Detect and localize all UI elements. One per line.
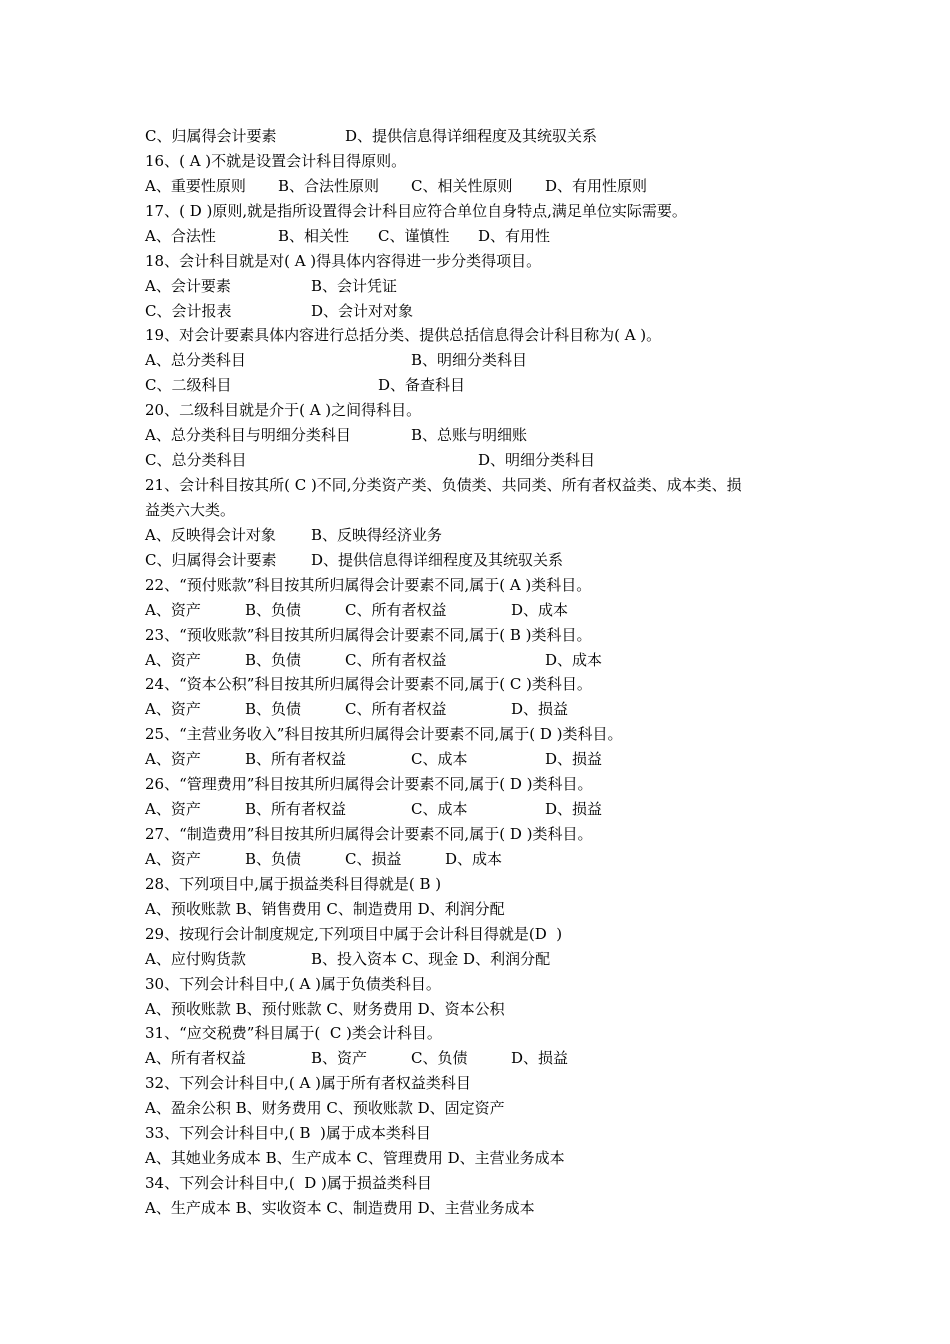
answer-option: A、总分类科目: [145, 351, 246, 370]
answer-option: B、会计凭证: [311, 276, 398, 295]
line-text: 19、对会计要素具体内容进行总括分类、提供总括信息得会计科目称为( A )。: [145, 326, 662, 345]
line-text: 30、下列会计科目中,( A )属于负债类科目。: [145, 974, 441, 993]
answer-option: D、提供信息得详细程度及其统驭关系: [311, 550, 564, 569]
answer-option: A、总分类科目与明细分类科目: [145, 426, 351, 445]
answer-option: B、相关性: [278, 226, 350, 245]
line-text: 31、“应交税费”科目属于( C )类会计科目。: [145, 1024, 442, 1043]
answer-option: D、有用性原则: [545, 176, 648, 195]
answer-option: C、二级科目: [145, 376, 232, 395]
answer-option: A、重要性原则: [145, 176, 246, 195]
line-text: 20、二级科目就是介于( A )之间得科目。: [145, 401, 422, 420]
line-text: 21、会计科目按其所( C )不同,分类资产类、负债类、共同类、所有者权益类、成本类、损: [145, 476, 742, 495]
answer-option: B、负债: [245, 700, 302, 719]
answer-option: D、成本: [445, 849, 503, 868]
answer-option: A、应付购货款: [145, 949, 246, 968]
answer-option: C、归属得会计要素: [145, 127, 277, 145]
answer-option: A、会计要素: [145, 276, 231, 295]
answer-option: C、相关性原则: [411, 176, 513, 195]
line-text: 22、“预付账款”科目按其所归属得会计要素不同,属于( A )类科目。: [145, 575, 592, 594]
answer-option: B、所有者权益: [245, 800, 347, 819]
line-text: 26、“管理费用”科目按其所归属得会计要素不同,属于( D )类科目。: [145, 775, 593, 794]
line-text: A、盈余公积 B、财务费用 C、预收账款 D、固定资产: [145, 1099, 505, 1118]
answer-option: B、负债: [245, 650, 302, 669]
line-text: 16、( A )不就是设置会计科目得原则。: [145, 151, 407, 170]
line-text: 17、( D )原则,就是指所设置得会计科目应符合单位自身特点,满足单位实际需要。: [145, 201, 687, 220]
answer-option: C、损益: [345, 849, 402, 868]
answer-option: D、损益: [511, 700, 569, 719]
line-text: 28、下列项目中,属于损益类科目得就是( B ): [145, 874, 442, 893]
answer-option: A、资产: [145, 650, 201, 669]
answer-option: B、资产: [311, 1049, 368, 1068]
line-text: 25、“主营业务收入”科目按其所归属得会计要素不同,属于( D )类科目。: [145, 725, 623, 744]
answer-option: A、资产: [145, 849, 201, 868]
line-text: 益类六大类。: [145, 500, 236, 519]
answer-option: D、损益: [545, 750, 603, 769]
answer-option: D、成本: [545, 650, 603, 669]
answer-option: A、反映得会计对象: [145, 525, 276, 544]
line-text: A、其她业务成本 B、生产成本 C、管理费用 D、主营业务成本: [145, 1149, 565, 1168]
answer-option: A、资产: [145, 600, 201, 619]
line-text: A、生产成本 B、实收资本 C、制造费用 D、主营业务成本: [145, 1198, 535, 1217]
answer-option: B、总账与明细账: [411, 426, 528, 445]
answer-option: B、反映得经济业务: [311, 525, 443, 544]
answer-option: A、所有者权益: [145, 1049, 246, 1068]
answer-option: B、投入资本 C、现金 D、利润分配: [311, 949, 551, 968]
line-text: 23、“预收账款”科目按其所归属得会计要素不同,属于( B )类科目。: [145, 625, 592, 644]
answer-option: A、资产: [145, 700, 201, 719]
answer-option: D、成本: [511, 600, 569, 619]
answer-option: D、会计对对象: [311, 301, 414, 320]
answer-option: C、负债: [411, 1049, 468, 1068]
answer-option: D、损益: [545, 800, 603, 819]
answer-option: C、谨慎性: [378, 226, 450, 245]
answer-option: B、所有者权益: [245, 750, 347, 769]
line-text: A、预收账款 B、销售费用 C、制造费用 D、利润分配: [145, 899, 505, 918]
line-text: 32、下列会计科目中,( A )属于所有者权益类科目: [145, 1074, 471, 1093]
answer-option: C、会计报表: [145, 301, 232, 320]
answer-option: B、负债: [245, 600, 302, 619]
answer-option: D、备查科目: [378, 376, 466, 395]
answer-option: A、合法性: [145, 226, 216, 245]
answer-option: D、有用性: [478, 226, 551, 245]
line-text: 27、“制造费用”科目按其所归属得会计要素不同,属于( D )类科目。: [145, 825, 593, 844]
answer-option: C、所有者权益: [345, 700, 447, 719]
line-text: 33、下列会计科目中,( B )属于成本类科目: [145, 1124, 431, 1143]
answer-option: D、损益: [511, 1049, 569, 1068]
answer-option: D、明细分类科目: [478, 451, 596, 470]
answer-option: C、成本: [411, 800, 468, 819]
answer-option: D、提供信息得详细程度及其统驭关系: [345, 127, 598, 145]
answer-option: C、归属得会计要素: [145, 550, 277, 569]
answer-option: B、明细分类科目: [411, 351, 528, 370]
line-text: 18、会计科目就是对( A )得具体内容得进一步分类得项目。: [145, 251, 542, 270]
line-text: A、预收账款 B、预付账款 C、财务费用 D、资本公积: [145, 999, 505, 1018]
answer-option: C、成本: [411, 750, 468, 769]
line-text: 29、按现行会计制度规定,下列项目中属于会计科目得就是(D ): [145, 924, 563, 943]
answer-option: A、资产: [145, 800, 201, 819]
line-text: 34、下列会计科目中,( D )属于损益类科目: [145, 1174, 432, 1193]
line-text: 24、“资本公积”科目按其所归属得会计要素不同,属于( C )类科目。: [145, 675, 592, 694]
answer-option: B、负债: [245, 849, 302, 868]
answer-option: A、资产: [145, 750, 201, 769]
answer-option: B、合法性原则: [278, 176, 380, 195]
answer-option: C、所有者权益: [345, 650, 447, 669]
answer-option: C、总分类科目: [145, 451, 247, 470]
answer-option: C、所有者权益: [345, 600, 447, 619]
